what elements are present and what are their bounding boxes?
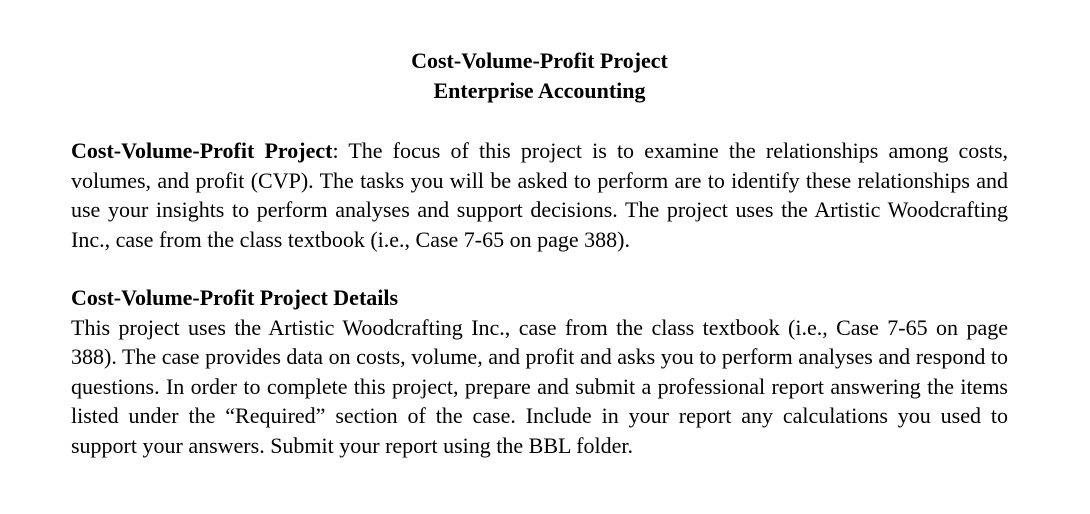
details-heading: Cost-Volume-Profit Project Details: [71, 285, 399, 310]
details-paragraph: This project uses the Artistic Woodcrafting Inc., case from the class textbook (i.e., Case 7-65 on page 388). The case provides data on costs, volume, and profit and asks you to perform analyses and respond to questions. In order to complete this project, prepare and submit a professional report answering the items listed under the “Required” section of the case. Include in your report any calculations you used to support your answers. Submit your report using the BBL folder.: [71, 314, 1008, 458]
intro-body-text: : The focus of this project is to examine the relationships among costs, volumes, and profit (CVP). The tasks you will be asked to perform are to identify these relationships and use your insights to perform analyses and support decisions. The project uses the Artistic Woodcrafting Inc., case from the class textbook (i.e., Case 7-65 on page 388).: [71, 138, 1009, 252]
intro-lead-term: Cost-Volume-Profit Project: [71, 138, 333, 163]
title-line-course: Enterprise Accounting: [433, 78, 646, 103]
intro-paragraph: [71, 136, 1008, 254]
document-title: [71, 46, 1008, 106]
title-line-project: Cost-Volume-Profit Project: [411, 48, 668, 73]
